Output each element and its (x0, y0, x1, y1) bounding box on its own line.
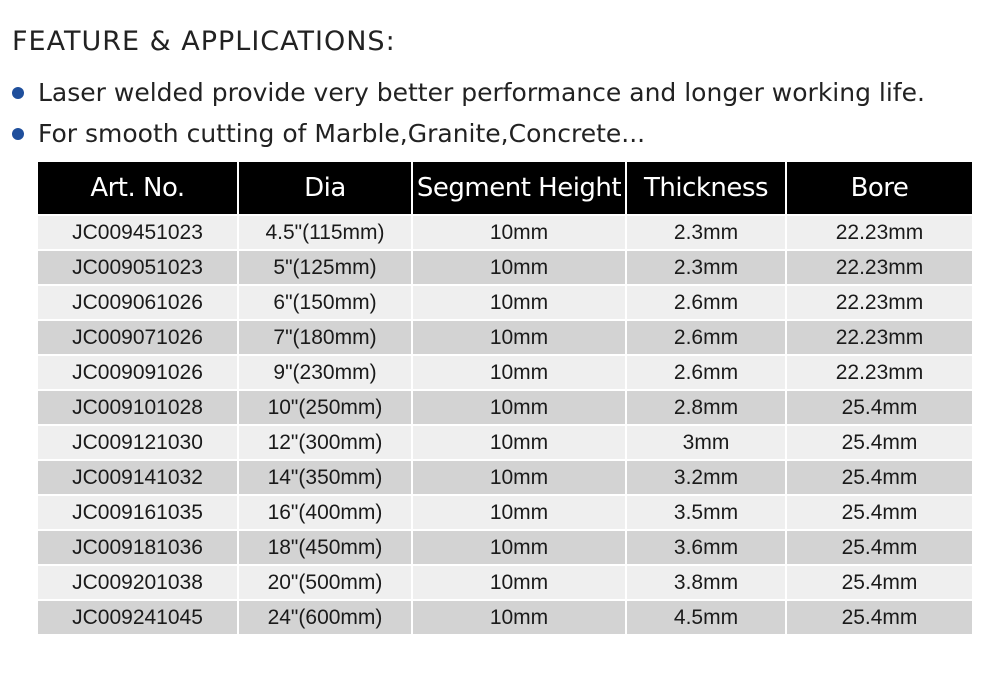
table-row (38, 496, 972, 529)
cell-thickness: 2.8mm (627, 391, 785, 424)
cell-art-no: JC009121030 (38, 426, 237, 459)
cell-thickness: 3.5mm (627, 496, 785, 529)
cell-segment-height: 10mm (413, 216, 625, 249)
feature-text: Laser welded provide very better performance and longer working life. (38, 78, 925, 107)
cell-dia: 14"(350mm) (239, 461, 411, 494)
cell-bore: 22.23mm (787, 356, 972, 389)
cell-segment-height: 10mm (413, 286, 625, 319)
feature-list (12, 72, 925, 154)
cell-art-no: JC009141032 (38, 461, 237, 494)
cell-segment-height: 10mm (413, 356, 625, 389)
table-row (38, 461, 972, 494)
bullet-icon (12, 87, 24, 99)
cell-dia: 9"(230mm) (239, 356, 411, 389)
cell-bore: 22.23mm (787, 251, 972, 284)
cell-bore: 25.4mm (787, 496, 972, 529)
cell-dia: 10"(250mm) (239, 391, 411, 424)
cell-dia: 12"(300mm) (239, 426, 411, 459)
cell-bore: 25.4mm (787, 426, 972, 459)
cell-segment-height: 10mm (413, 496, 625, 529)
feature-item (12, 72, 925, 113)
table-row (38, 251, 972, 284)
cell-thickness: 3.2mm (627, 461, 785, 494)
cell-bore: 25.4mm (787, 601, 972, 634)
table-row (38, 601, 972, 634)
cell-art-no: JC009451023 (38, 216, 237, 249)
cell-segment-height: 10mm (413, 531, 625, 564)
cell-thickness: 3mm (627, 426, 785, 459)
bullet-icon (12, 128, 24, 140)
table-row (38, 531, 972, 564)
page-heading: FEATURE & APPLICATIONS: (12, 26, 396, 57)
cell-dia: 5"(125mm) (239, 251, 411, 284)
cell-thickness: 2.6mm (627, 321, 785, 354)
header-bore: Bore (787, 162, 972, 214)
cell-thickness: 4.5mm (627, 601, 785, 634)
cell-bore: 22.23mm (787, 321, 972, 354)
spec-table (36, 160, 974, 636)
cell-thickness: 3.6mm (627, 531, 785, 564)
cell-dia: 4.5"(115mm) (239, 216, 411, 249)
cell-segment-height: 10mm (413, 321, 625, 354)
cell-art-no: JC009061026 (38, 286, 237, 319)
table-row (38, 426, 972, 459)
cell-dia: 18"(450mm) (239, 531, 411, 564)
cell-segment-height: 10mm (413, 566, 625, 599)
table-row (38, 356, 972, 389)
cell-segment-height: 10mm (413, 251, 625, 284)
cell-segment-height: 10mm (413, 461, 625, 494)
header-segment-height: Segment Height (413, 162, 625, 214)
cell-segment-height: 10mm (413, 391, 625, 424)
table-row (38, 391, 972, 424)
table-header-row (38, 162, 972, 214)
table-row (38, 566, 972, 599)
cell-dia: 16"(400mm) (239, 496, 411, 529)
table-row (38, 216, 972, 249)
cell-bore: 25.4mm (787, 461, 972, 494)
cell-art-no: JC009051023 (38, 251, 237, 284)
cell-dia: 20"(500mm) (239, 566, 411, 599)
table-row (38, 286, 972, 319)
cell-thickness: 2.3mm (627, 216, 785, 249)
cell-dia: 7"(180mm) (239, 321, 411, 354)
feature-text: For smooth cutting of Marble,Granite,Concrete... (38, 119, 646, 148)
cell-art-no: JC009181036 (38, 531, 237, 564)
cell-bore: 22.23mm (787, 286, 972, 319)
cell-thickness: 2.3mm (627, 251, 785, 284)
cell-segment-height: 10mm (413, 601, 625, 634)
header-thickness: Thickness (627, 162, 785, 214)
cell-thickness: 2.6mm (627, 286, 785, 319)
cell-dia: 6"(150mm) (239, 286, 411, 319)
spec-table-container (38, 162, 970, 636)
cell-bore: 25.4mm (787, 391, 972, 424)
cell-art-no: JC009201038 (38, 566, 237, 599)
cell-bore: 22.23mm (787, 216, 972, 249)
cell-segment-height: 10mm (413, 426, 625, 459)
cell-dia: 24"(600mm) (239, 601, 411, 634)
cell-bore: 25.4mm (787, 531, 972, 564)
cell-art-no: JC009091026 (38, 356, 237, 389)
feature-item (12, 113, 925, 154)
cell-thickness: 3.8mm (627, 566, 785, 599)
table-body (38, 216, 972, 634)
header-dia: Dia (239, 162, 411, 214)
cell-art-no: JC009071026 (38, 321, 237, 354)
cell-bore: 25.4mm (787, 566, 972, 599)
header-art-no: Art. No. (38, 162, 237, 214)
cell-art-no: JC009161035 (38, 496, 237, 529)
cell-thickness: 2.6mm (627, 356, 785, 389)
cell-art-no: JC009241045 (38, 601, 237, 634)
cell-art-no: JC009101028 (38, 391, 237, 424)
table-row (38, 321, 972, 354)
